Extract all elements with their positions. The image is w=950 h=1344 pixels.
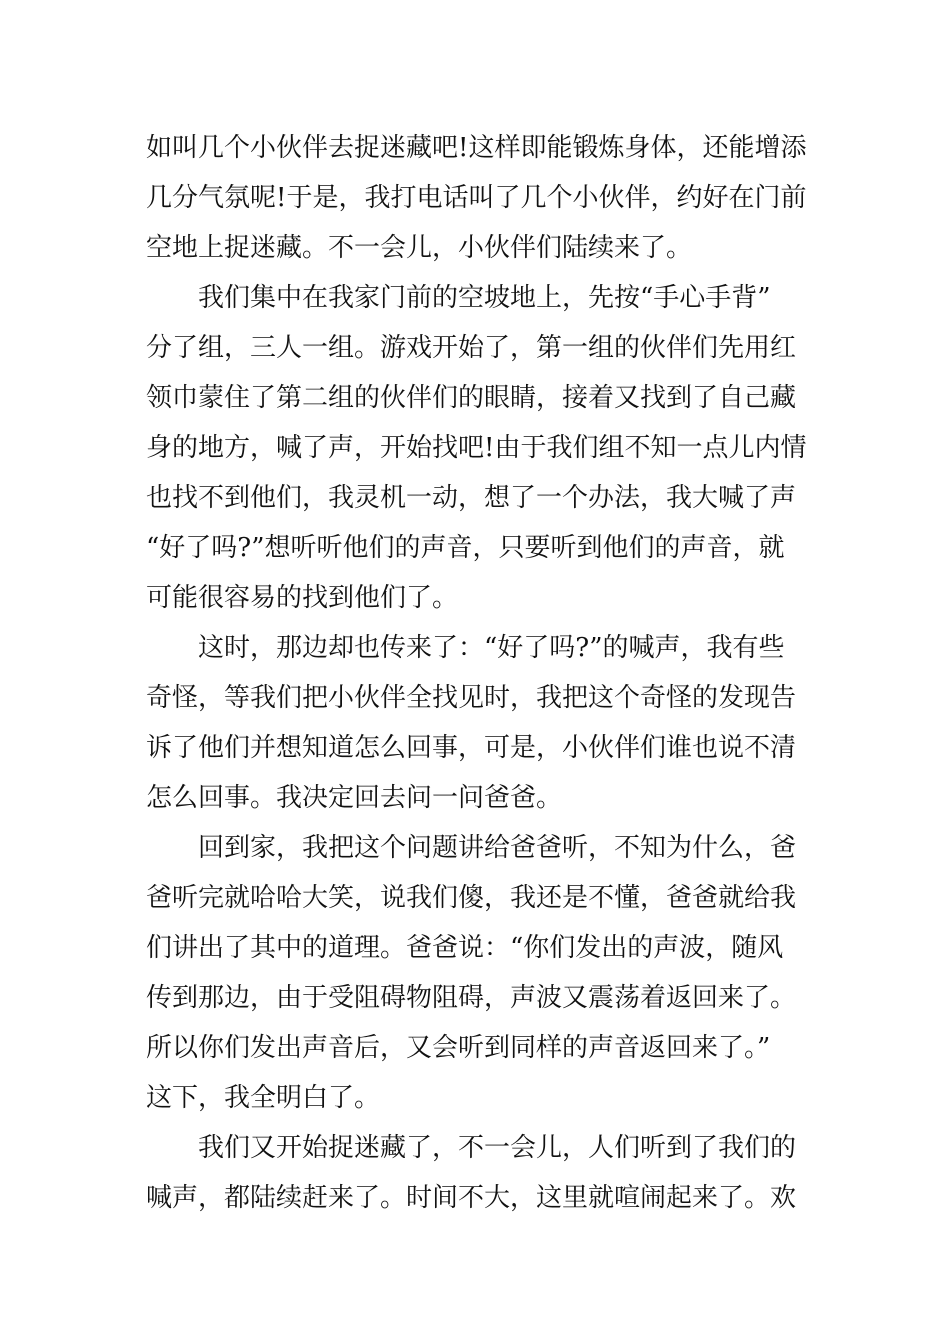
text-line: “好了吗?”想听听他们的声音，只要听到他们的声音，就 bbox=[146, 533, 785, 563]
paragraph-4 bbox=[146, 823, 810, 1123]
text-line: 我们集中在我家门前的空坡地上，先按“手心手背” bbox=[198, 283, 771, 313]
text-line: 奇怪，等我们把小伙伴全找见时，我把这个奇怪的发现告 bbox=[146, 683, 797, 713]
text-line: 回到家，我把这个问题讲给爸爸听，不知为什么，爸 bbox=[198, 833, 797, 863]
text-line: 如叫几个小伙伴去捉迷藏吧!这样即能锻炼身体，还能增添 bbox=[146, 133, 807, 163]
text-line: 我们又开始捉迷藏了，不一会儿，人们听到了我们的 bbox=[198, 1133, 797, 1163]
text-line: 身的地方，喊了声，开始找吧!由于我们组不知一点儿内情 bbox=[146, 433, 807, 463]
text-line: 领巾蒙住了第二组的伙伴们的眼睛，接着又找到了自己藏 bbox=[146, 383, 797, 413]
text-line: 这时，那边却也传来了：“好了吗?”的喊声，我有些 bbox=[198, 633, 785, 663]
text-line: 可能很容易的找到他们了。 bbox=[146, 583, 459, 613]
text-line: 爸听完就哈哈大笑，说我们傻，我还是不懂，爸爸就给我 bbox=[146, 883, 797, 913]
text-line: 分了组，三人一组。游戏开始了，第一组的伙伴们先用红 bbox=[146, 333, 797, 363]
text-line: 诉了他们并想知道怎么回事，可是，小伙伴们谁也说不清 bbox=[146, 733, 797, 763]
paragraph-5 bbox=[146, 1123, 810, 1223]
paragraph-1 bbox=[146, 123, 810, 273]
text-line: 几分气氛呢!于是，我打电话叫了几个小伙伴，约好在门前 bbox=[146, 183, 807, 213]
text-line: 喊声，都陆续赶来了。时间不大，这里就喧闹起来了。欢 bbox=[146, 1183, 797, 1213]
paragraph-2 bbox=[146, 273, 810, 623]
document-body bbox=[146, 123, 810, 1223]
text-line: 空地上捉迷藏。不一会儿，小伙伴们陆续来了。 bbox=[146, 233, 693, 263]
text-line: 传到那边，由于受阻碍物阻碍，声波又震荡着返回来了。 bbox=[146, 983, 797, 1013]
text-line: 怎么回事。我决定回去问一问爸爸。 bbox=[146, 783, 563, 813]
text-line: 所以你们发出声音后，又会听到同样的声音返回来了。” bbox=[146, 1033, 771, 1063]
text-line: 这下，我全明白了。 bbox=[146, 1083, 381, 1113]
text-line: 也找不到他们，我灵机一动，想了一个办法，我大喊了声 bbox=[146, 483, 797, 513]
text-line: 们讲出了其中的道理。爸爸说：“你们发出的声波，随风 bbox=[146, 933, 784, 963]
paragraph-3 bbox=[146, 623, 810, 823]
